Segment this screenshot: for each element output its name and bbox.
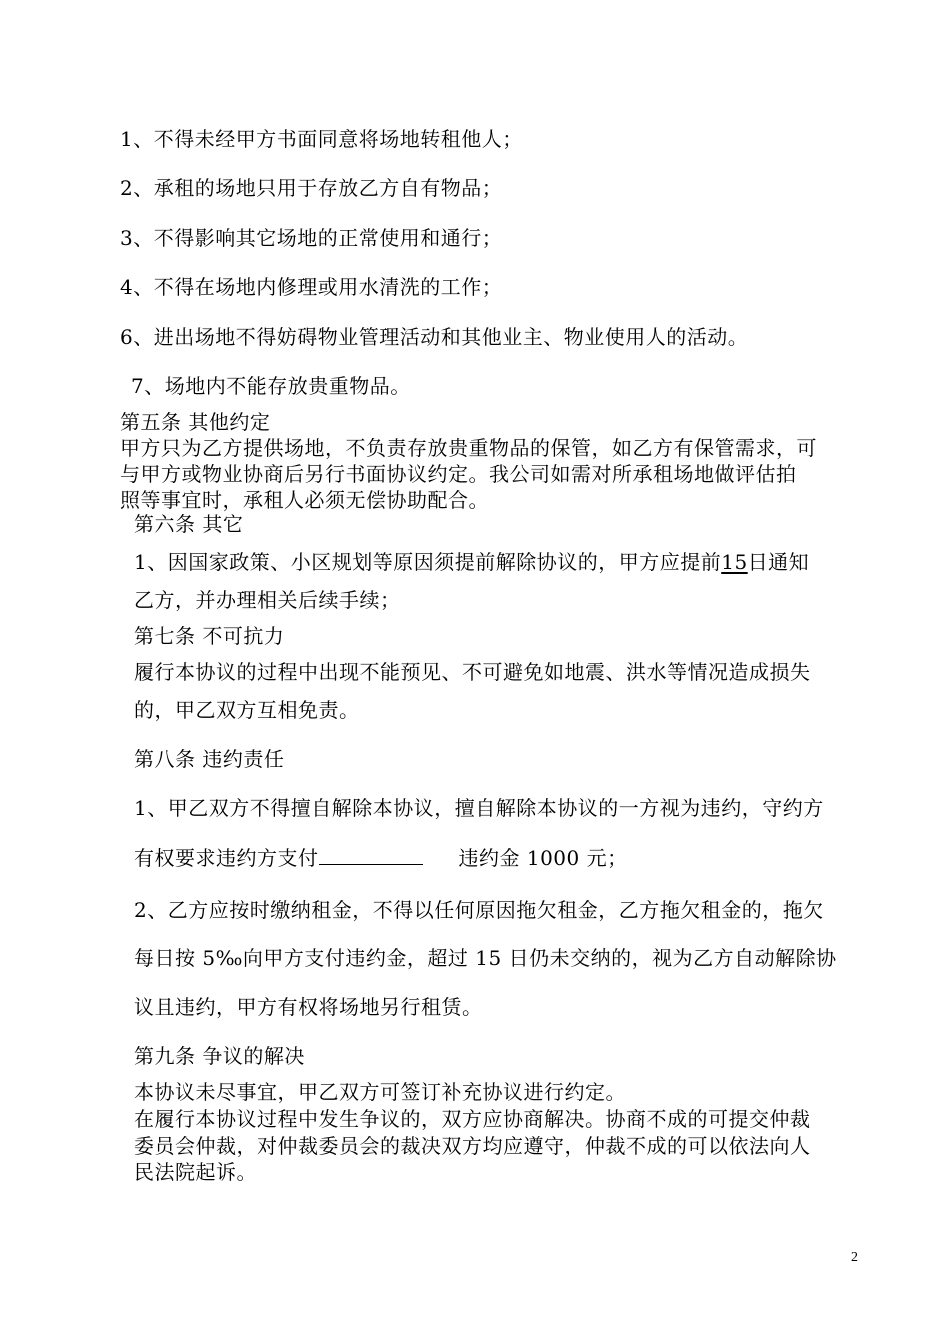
article5-line: 照等事宜时，承租人必须无偿协助配合。 [120,488,489,512]
restriction-item: 2、承租的场地只用于存放乙方自有物品； [120,176,503,200]
page-number: 2 [851,1250,858,1265]
article6-heading: 第六条 其它 [134,512,244,536]
article8-item1-text-end: 违约金 1000 元； [458,846,628,870]
article8-item1-line1: 1、甲乙双方不得擅自解除本协议，擅自解除本协议的一方视为违约，守约方 [134,796,824,820]
restriction-item: 7、场地内不能存放贵重物品。 [131,374,411,398]
restriction-item: 3、不得影响其它场地的正常使用和通行； [120,226,503,250]
article8-item1-text: 有权要求违约方支付 [134,846,319,870]
article9-line: 在履行本协议过程中发生争议的，双方应协商解决。协商不成的可提交仲裁 [134,1107,811,1131]
article5-line: 与甲方或物业协商后另行书面协议约定。我公司如需对所承租场地做评估拍 [120,462,797,486]
article9-line: 本协议未尽事宜，甲乙双方可签订补充协议进行约定。 [134,1080,626,1104]
article9-line: 委员会仲裁，对仲裁委员会的裁决双方均应遵守，仲裁不成的可以依法向人 [134,1134,811,1158]
article8-item2-line: 2、乙方应按时缴纳租金，不得以任何原因拖欠租金，乙方拖欠租金的，拖欠 [134,898,824,922]
article8-item2-line: 每日按 5‰向甲方支付违约金，超过 15 日仍未交纳的，视为乙方自动解除协 [134,946,837,970]
article5-line: 甲方只为乙方提供场地，不负责存放贵重物品的保管，如乙方有保管需求，可 [120,436,817,460]
article8-heading: 第八条 违约责任 [134,747,285,771]
article7-heading: 第七条 不可抗力 [134,624,285,648]
article5-heading: 第五条 其他约定 [120,410,271,434]
article9-line: 民法院起诉。 [134,1160,257,1184]
article6-item1-text: 1、因国家政策、小区规划等原因须提前解除协议的，甲方应提前 [134,550,722,574]
article9-heading: 第九条 争议的解决 [134,1044,305,1068]
penalty-amount-blank [319,846,423,865]
article6-item1-text-end: 日通知 [747,550,810,574]
article6-item1-line2: 乙方，并办理相关后续手续； [134,588,401,612]
restriction-item: 6、进出场地不得妨碍物业管理活动和其他业主、物业使用人的活动。 [120,325,749,349]
article7-line: 的，甲乙双方互相免责。 [134,698,360,722]
article8-item2-line: 议且违约，甲方有权将场地另行租赁。 [134,995,483,1019]
article7-line: 履行本协议的过程中出现不能预见、不可避免如地震、洪水等情况造成损失 [134,660,811,684]
article8-item1-line2 [134,846,628,870]
restriction-item: 4、不得在场地内修理或用水清洗的工作； [120,275,503,299]
notice-days-value: 15 [721,550,748,574]
restriction-item: 1、不得未经甲方书面同意将场地转租他人； [120,127,523,151]
article6-item1-line1 [134,550,809,574]
